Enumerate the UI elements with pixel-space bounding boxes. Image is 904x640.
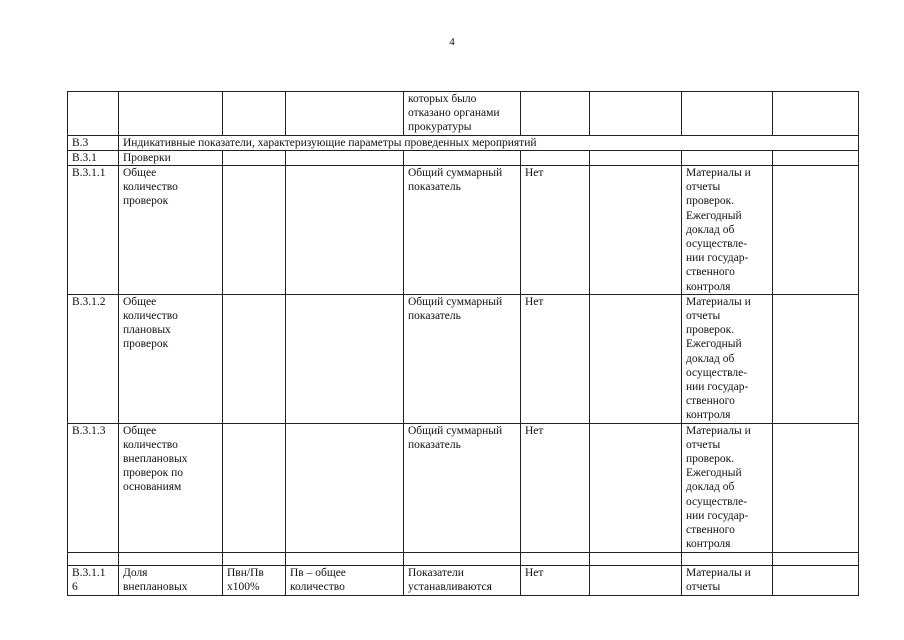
row-limit: Нет [521, 294, 590, 423]
row-limit: Нет [521, 565, 590, 595]
row-col9 [773, 423, 859, 552]
cell [682, 92, 773, 136]
cell [521, 150, 590, 165]
row-formula [223, 294, 286, 423]
row-method: Общий суммарный показатель [404, 166, 521, 295]
cell [773, 552, 859, 565]
cell [223, 92, 286, 136]
row-code: В.3.1.2 [68, 294, 119, 423]
empty-row [68, 552, 859, 565]
table-row [68, 166, 859, 295]
cell [119, 92, 223, 136]
row-col9 [773, 294, 859, 423]
continuation-row [68, 92, 859, 136]
table-row [68, 294, 859, 423]
row-notation [286, 294, 404, 423]
row-method: Показатели устанавливаются [404, 565, 521, 595]
subsection-title: Проверки [119, 150, 223, 165]
row-formula: Пвн/Пв х100% [223, 565, 286, 595]
row-method: Общий суммарный показатель [404, 294, 521, 423]
cell [286, 150, 404, 165]
row-code: В.3.1.1 6 [68, 565, 119, 595]
section-code: В.3 [68, 135, 119, 150]
section-row [68, 135, 859, 150]
cell [773, 150, 859, 165]
row-notation [286, 166, 404, 295]
cell [682, 552, 773, 565]
cell [521, 92, 590, 136]
section-title: Индикативные показатели, характеризующие параметры проведенных мероприятий [119, 135, 859, 150]
row-code: В.3.1.1 [68, 166, 119, 295]
row-name: Общее количество внеплановых проверок по основаниям [119, 423, 223, 552]
row-notation: Пв – общее количество [286, 565, 404, 595]
subsection-code: В.3.1 [68, 150, 119, 165]
row-source: Материалы и отчеты проверок. Ежегодный доклад об осуществле- нии государ- ственного контроля [682, 423, 773, 552]
row-formula [223, 166, 286, 295]
cell [68, 552, 119, 565]
row-method: Общий суммарный показатель [404, 423, 521, 552]
cell [68, 92, 119, 136]
row-col7 [590, 423, 682, 552]
row-col7 [590, 294, 682, 423]
row-name: Доля внеплановых [119, 565, 223, 595]
table-row [68, 423, 859, 552]
row-name: Общее количество плановых проверок [119, 294, 223, 423]
row-code: В.3.1.3 [68, 423, 119, 552]
row-limit: Нет [521, 166, 590, 295]
cell [404, 150, 521, 165]
page-number: 4 [449, 36, 455, 48]
row-name: Общее количество проверок [119, 166, 223, 295]
cell [682, 150, 773, 165]
cell [590, 552, 682, 565]
row-notation [286, 423, 404, 552]
cell [521, 552, 590, 565]
row-source: Материалы и отчеты [682, 565, 773, 595]
row-col9 [773, 166, 859, 295]
cell [404, 92, 521, 136]
cell [286, 552, 404, 565]
cell [773, 92, 859, 136]
cell [223, 150, 286, 165]
cell [119, 552, 223, 565]
row-limit: Нет [521, 423, 590, 552]
row-source: Материалы и отчеты проверок. Ежегодный доклад об осуществле- нии государ- ственного контроля [682, 166, 773, 295]
cell [404, 552, 521, 565]
cell [223, 552, 286, 565]
row-col7 [590, 565, 682, 595]
cell [590, 92, 682, 136]
cell [590, 150, 682, 165]
indicators-table [67, 91, 859, 596]
table-row [68, 565, 859, 595]
row-formula [223, 423, 286, 552]
row-col9 [773, 565, 859, 595]
cell [286, 92, 404, 136]
row-col7 [590, 166, 682, 295]
row-source: Материалы и отчеты проверок. Ежегодный доклад об осуществле- нии государ- ственного контроля [682, 294, 773, 423]
subsection-row [68, 150, 859, 165]
cell-text: которых было отказано органами прокуратуры [408, 93, 500, 134]
